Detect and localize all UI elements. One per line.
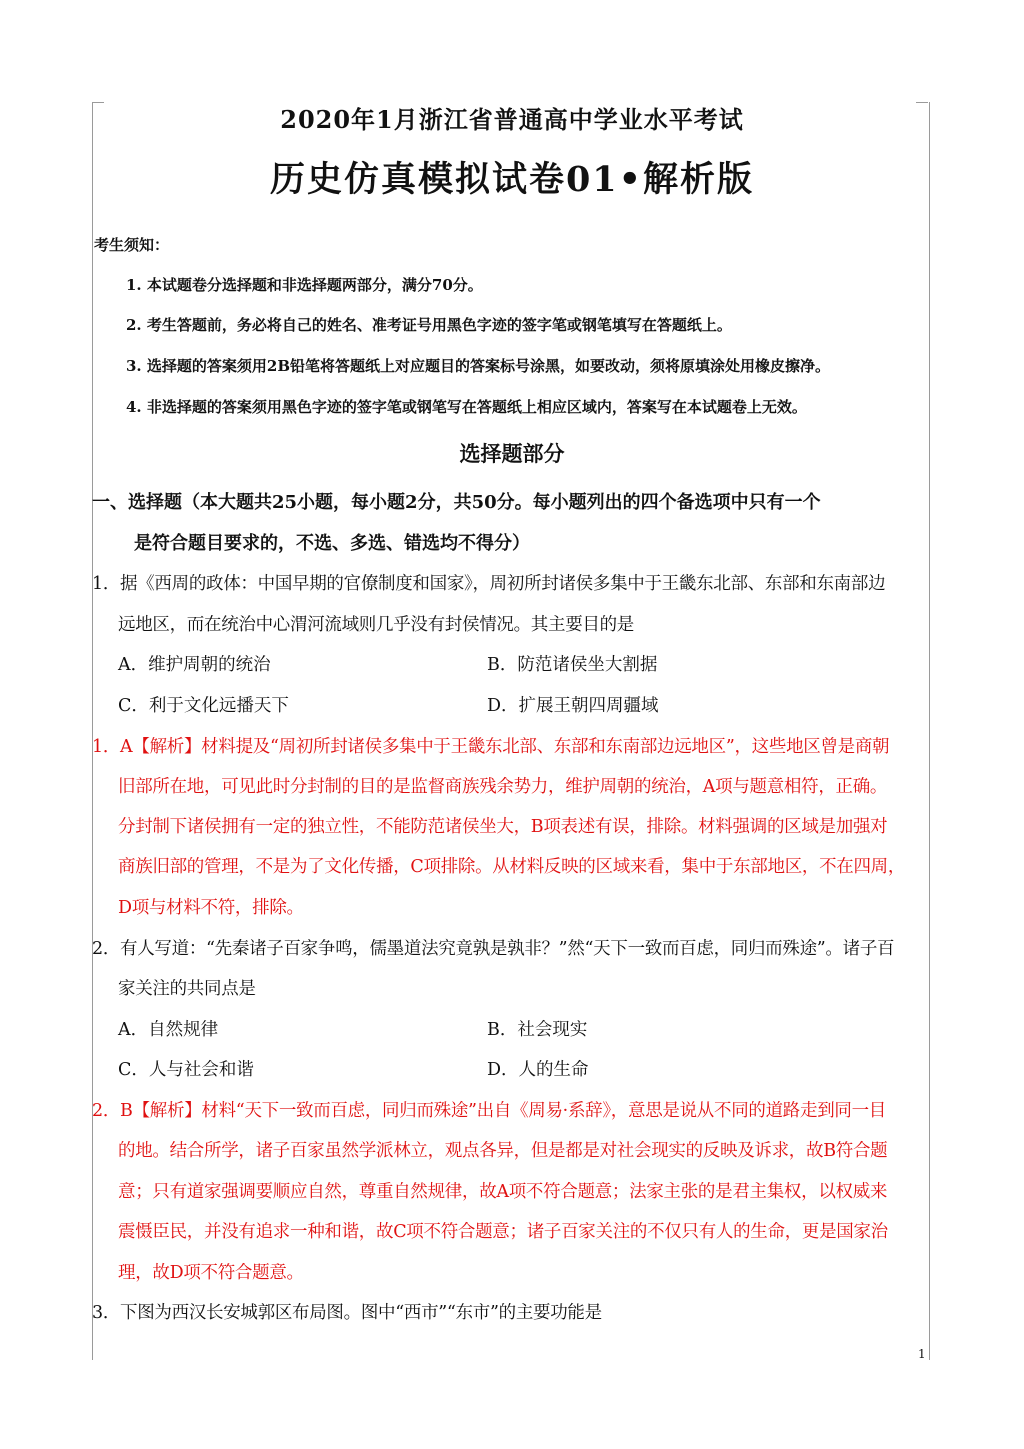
page-number: 1: [918, 1347, 926, 1361]
question-1-answer-line-1: 1．A【解析】材料提及“周初所封诸侯多集中于王畿东北部、东部和东南部边远地区”，这些地区曾是商朝: [92, 737, 890, 757]
exam-title: 2020年1月浙江省普通高中学业水平考试: [280, 105, 744, 134]
paper-title: 历史仿真模拟试卷01•解析版: [269, 159, 755, 200]
question-2-answer-line-4: 震慑臣民，并没有追求一种和谐，故C项不符合题意；诸子百家关注的不仅只有人的生命，更是国家治: [118, 1222, 888, 1242]
question-2-stem-line-2: 家关注的共同点是: [118, 979, 256, 999]
notice-item-1: 1. 本试题卷分选择题和非选择题两部分，满分70分。: [126, 276, 483, 294]
notice-heading: 考生须知：: [94, 236, 170, 254]
question-2-option-b: B．社会现实: [487, 1020, 588, 1040]
question-1-answer-line-5: D项与材料不符，排除。: [118, 898, 304, 918]
question-2-answer-line-3: 意；只有道家强调要顺应自然，尊重自然规律，故A项不符合题意；法家主张的是君主集权，以权威来: [118, 1182, 888, 1202]
question-2-stem-line-1: 2．有人写道：“先秦诸子百家争鸣，儒墨道法究竟孰是孰非？”然“天下一致而百虑，同归而殊途”。诸子百: [92, 939, 895, 959]
section-instruction-line-1: 一、选择题（本大题共25小题，每小题2分，共50分。每小题列出的四个备选项中只有一个: [92, 492, 821, 513]
section-title: 选择题部分: [459, 441, 565, 466]
notice-item-3: 3. 选择题的答案须用2B铅笔将答题纸上对应题目的答案标号涂黑，如要改动，须将原填涂处用橡皮擦净。: [126, 357, 831, 375]
question-2-answer-line-1: 2．B【解析】材料“天下一致而百虑，同归而殊途”出自《周易·系辞》，意思是说从不同的道路走到同一目: [92, 1101, 886, 1121]
question-1-option-d: D．扩展王朝四周疆域: [487, 696, 659, 716]
question-1-answer-line-4: 商族旧部的管理，不是为了文化传播，C项排除。从材料反映的区域来看，集中于东部地区，不在四周，: [118, 857, 906, 877]
question-2-option-a: A．自然规律: [118, 1020, 219, 1040]
question-2-answer-line-5: 理，故D项不符合题意。: [118, 1263, 304, 1283]
notice-item-4: 4. 非选择题的答案须用黑色字迹的签字笔或钢笔写在答题纸上相应区域内，答案写在本试题卷上无效。: [126, 398, 807, 416]
question-1-answer-line-3: 分封制下诸侯拥有一定的独立性，不能防范诸侯坐大，B项表述有误，排除。材料强调的区域是加强对: [118, 817, 888, 837]
question-2-answer-line-2: 的地。结合所学，诸子百家虽然学派林立，观点各异，但是都是对社会现实的反映及诉求，故B符合题: [118, 1141, 888, 1161]
question-3-stem-line-1: 3．下图为西汉长安城郭区布局图。图中“西市”“东市”的主要功能是: [92, 1303, 602, 1323]
question-1-stem-line-2: 远地区，而在统治中心渭河流域则几乎没有封侯情况。其主要目的是: [118, 615, 634, 635]
question-1-option-b: B．防范诸侯坐大割据: [487, 655, 658, 675]
question-2-option-c: C．人与社会和谐: [118, 1060, 254, 1080]
notice-item-2: 2. 考生答题前，务必将自己的姓名、准考证号用黑色字迹的签字笔或钢笔填写在答题纸上。: [126, 316, 732, 334]
question-1-option-a: A．维护周朝的统治: [118, 655, 271, 675]
question-2-option-d: D．人的生命: [487, 1060, 589, 1080]
section-instruction-line-2: 是符合题目要求的，不选、多选、错选均不得分）: [134, 533, 530, 554]
question-1-stem-line-1: 1．据《西周的政体：中国早期的官僚制度和国家》，周初所封诸侯多集中于王畿东北部、东部和东南部边: [92, 574, 886, 594]
question-1-option-c: C．利于文化远播天下: [118, 696, 289, 716]
question-1-answer-line-2: 旧部所在地，可见此时分封制的目的是监督商族残余势力，维护周朝的统治，A项与题意相符，正确。: [118, 777, 888, 797]
